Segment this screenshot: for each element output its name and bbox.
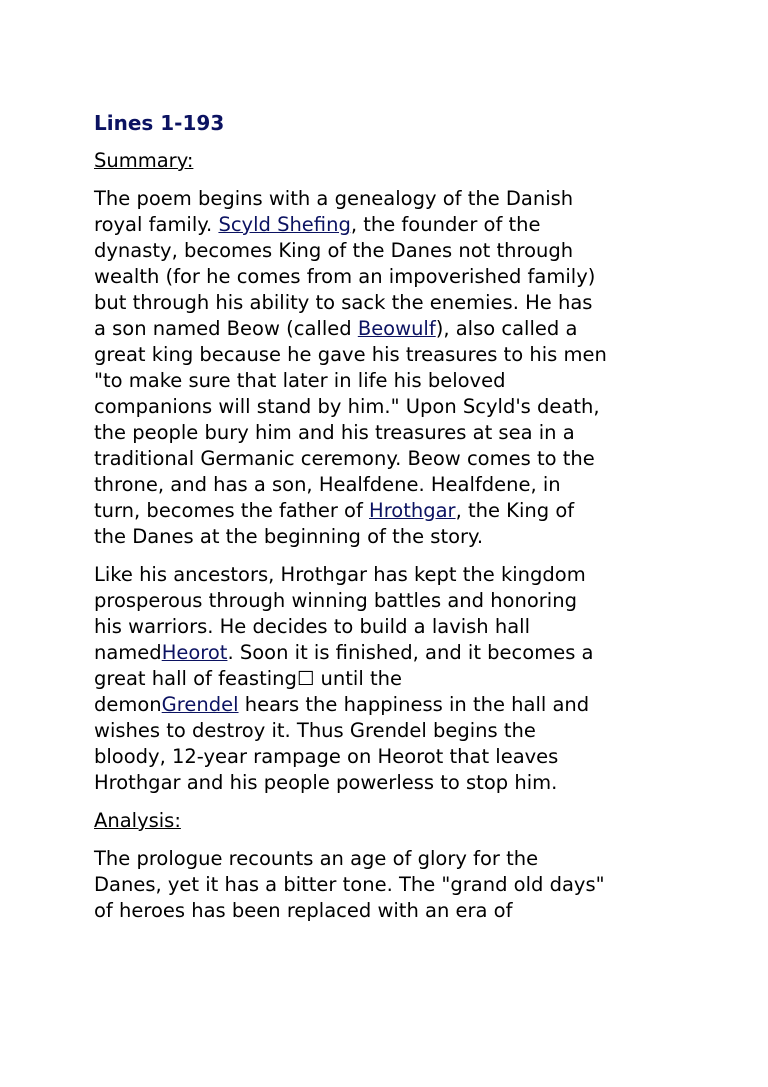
text-line: prosperous through winning battles and honoring <box>94 589 577 612</box>
analysis-label: Analysis: <box>94 809 181 832</box>
text-fragment: royal family. <box>94 213 219 236</box>
summary-paragraph-1 <box>94 186 694 550</box>
text-fragment: ), also called a <box>435 317 578 340</box>
text-line: the Danes at the beginning of the story. <box>94 525 484 548</box>
text-fragment: , the King of <box>455 499 575 522</box>
text-fragment: a son named Beow (called <box>94 317 358 340</box>
text-line <box>94 640 694 666</box>
text-line: bloody, 12-year rampage on Heorot that leaves <box>94 745 559 768</box>
link-heorot[interactable]: Heorot <box>161 641 228 664</box>
text-line: Danes, yet it has a bitter tone. The "grand old days" <box>94 873 605 896</box>
section-title: Lines 1-193 <box>94 111 225 135</box>
link-grendel[interactable]: Grendel <box>161 693 239 716</box>
link-beowulf[interactable]: Beowulf <box>357 317 436 340</box>
text-line: companions will stand by him." Upon Scyld's death, <box>94 395 600 418</box>
text-fragment: named <box>94 641 162 664</box>
document-page <box>94 110 694 936</box>
text-fragment: , the founder of the <box>350 213 541 236</box>
text-line <box>94 316 694 342</box>
text-line: traditional Germanic ceremony. Beow comes to the <box>94 447 595 470</box>
summary-label: Summary: <box>94 149 194 172</box>
text-line: The prologue recounts an age of glory for the <box>94 847 539 870</box>
text-fragment: turn, becomes the father of <box>94 499 370 522</box>
link-scyld-shefing[interactable]: Scyld Shefing <box>218 213 351 236</box>
text-fragment: . Soon it is finished, and it becomes a <box>227 641 594 664</box>
text-line <box>94 498 694 524</box>
text-fragment: hears the happiness in the hall and <box>238 693 590 716</box>
text-line: The poem begins with a genealogy of the Danish <box>94 187 574 210</box>
text-line: of heroes has been replaced with an era of <box>94 899 513 922</box>
text-line: "to make sure that later in life his beloved <box>94 369 506 392</box>
link-hrothgar[interactable]: Hrothgar <box>369 499 456 522</box>
text-line: his warriors. He decides to build a lavish hall <box>94 615 531 638</box>
text-line: the people bury him and his treasures at sea in a <box>94 421 575 444</box>
text-line: but through his ability to sack the enemies. He has <box>94 291 593 314</box>
text-line: great king because he gave his treasures to his men <box>94 343 607 366</box>
summary-paragraph-2 <box>94 562 694 796</box>
text-line: Hrothgar and his people powerless to stop him. <box>94 771 558 794</box>
analysis-paragraph-1 <box>94 846 694 924</box>
text-line <box>94 212 694 238</box>
text-line: great hall of feasting☐ until the <box>94 667 402 690</box>
text-line <box>94 692 694 718</box>
text-line: dynasty, becomes King of the Danes not through <box>94 239 574 262</box>
text-line: wealth (for he comes from an impoverished family) <box>94 265 596 288</box>
text-line: throne, and has a son, Healfdene. Healfdene, in <box>94 473 561 496</box>
text-line: Like his ancestors, Hrothgar has kept the kingdom <box>94 563 586 586</box>
text-fragment: demon <box>94 693 162 716</box>
text-line: wishes to destroy it. Thus Grendel begins the <box>94 719 536 742</box>
